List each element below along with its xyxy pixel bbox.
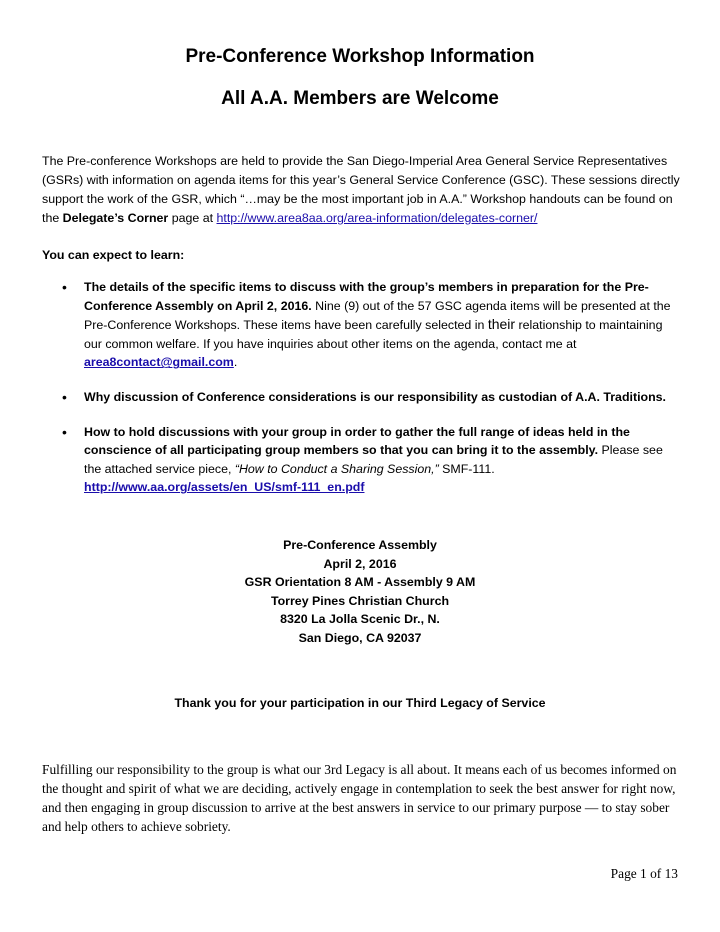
bullet-3-text-1: Please see the attached service piece, [84, 443, 663, 476]
assembly-date: April 2, 2016 [323, 556, 397, 571]
contact-email-link[interactable]: area8contact@gmail.com [84, 355, 234, 370]
list-item [62, 423, 680, 497]
page-title: Pre-Conference Workshop Information [185, 46, 535, 67]
smf-111-link[interactable]: http://www.aa.org/assets/en_US/smf-111_en.pdf [84, 480, 365, 495]
list-item [62, 278, 680, 372]
page-number: Page 1 of 13 [610, 866, 678, 881]
page-subtitle: All A.A. Members are Welcome [221, 88, 499, 109]
bullet-3-bold: How to hold discussions with your group in order to gather the full range of ideas held in the conscience of all participating group members so that you can bring it to the assembly. [84, 424, 630, 458]
bullet-1-bold: The details of the specific items to discuss with the group’s members in preparation for the Pre-Conference Assembly on April 2, 2016. [84, 280, 649, 313]
delegates-corner-label: Delegate’s Corner [62, 211, 169, 225]
intro-text-2: page at [168, 211, 217, 225]
thanks-line: Thank you for your participation in our Third Legacy of Service [174, 696, 546, 710]
intro-text-1: The Pre-conference Workshops are held to provide the San Diego-Imperial Area General Service Representatives (GSRs) with information on agenda items for this year’s General Service Conference (GSC). These sessions directly support the work of the GSR, which “…may be the most important job in A.A.” Workshop handouts can be found on the [42, 154, 680, 225]
bullet-2-bold: Why discussion of Conference considerations is our responsibility as custodian of A.A. Traditions. [84, 389, 666, 404]
assembly-info [0, 536, 720, 647]
bullet-icon: • [62, 279, 67, 295]
bullet-3-text-2: SMF-111. [438, 461, 495, 476]
delegates-corner-link[interactable]: http://www.area8aa.org/area-information/delegates-corner/ [216, 211, 538, 225]
bullet-icon: • [62, 388, 67, 405]
bullet-1-text-2: relationship to maintaining our common welfare. If you have inquiries about other items on the agenda, contact me at [84, 318, 663, 351]
assembly-name: Pre-Conference Assembly [283, 538, 437, 552]
assembly-venue: Torrey Pines Christian Church [270, 593, 450, 608]
bullet-1-end: . [233, 355, 238, 370]
bullet-icon: • [62, 423, 67, 440]
bullet-3-italic: “How to Conduct a Sharing Session,” [234, 461, 439, 476]
expect-heading: You can expect to learn: [42, 248, 185, 262]
intro-paragraph [42, 152, 682, 228]
learning-list [62, 278, 680, 513]
legacy-paragraph: Fulfilling our responsibility to the group is what our 3rd Legacy is all about. It means each of us becomes informed on the thought and spirit of what we are deciding, actively engage in contemplation to seek the best answer for right now, and then engaging in group discussion to arrive at the best answers in service to our primary purpose — to stay sober and help others to achieve sobriety. [42, 762, 677, 834]
assembly-times: GSR Orientation 8 AM - Assembly 9 AM [244, 575, 476, 589]
bullet-1-their: their [487, 316, 516, 333]
assembly-city: San Diego, CA 92037 [298, 630, 422, 645]
bullet-1-text-1: Nine (9) out of the 57 GSC agenda items will be presented at the Pre-Conference Workshops. These items have been carefully selected in [84, 298, 671, 333]
list-item [62, 388, 680, 407]
assembly-street: 8320 La Jolla Scenic Dr., N. [280, 612, 440, 626]
